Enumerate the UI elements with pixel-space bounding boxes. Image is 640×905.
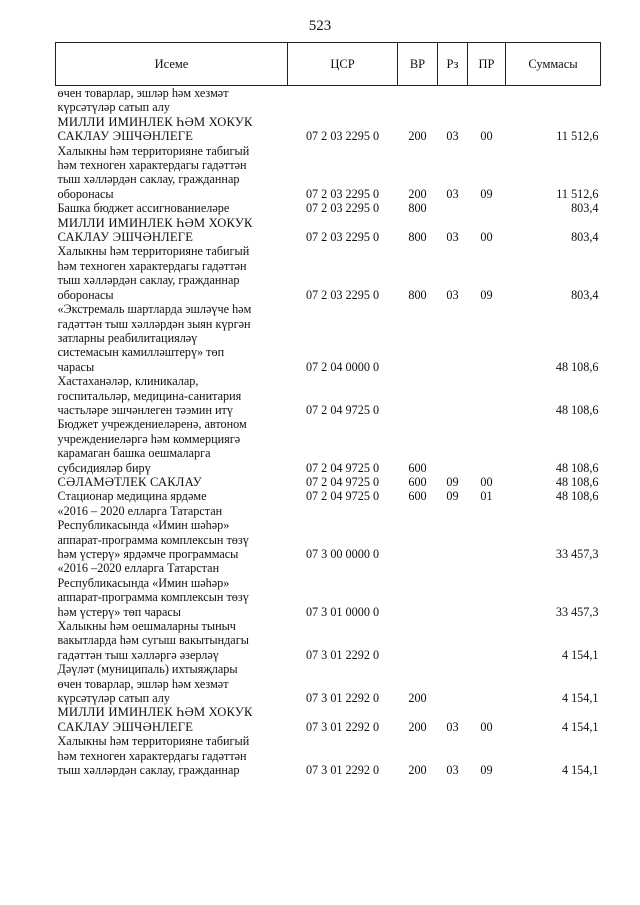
row-name (56, 216, 288, 245)
row-sum: 4 154,1 (561, 719, 599, 734)
table-row (56, 374, 601, 417)
row-name-line: чарасы (57, 359, 95, 374)
row-pr: 09 (480, 287, 493, 302)
row-name-line: СӘЛАМӘТЛЕК САКЛАУ (57, 474, 202, 489)
row-name-line: тыш хәлләрдән саклау, гражданнар (57, 763, 240, 778)
row-name-line: өчен товарлар, эшләр һәм хезмәт (57, 86, 229, 100)
row-pr (468, 86, 506, 115)
header-pr: ПР (468, 43, 506, 86)
row-name (56, 144, 288, 202)
row-name (56, 417, 288, 475)
header-rz: Рз (438, 43, 468, 86)
row-name-line: тыш хәлләрдән саклау, гражданнар (57, 273, 240, 288)
row-name-line: Бюджет учреждениеләренә, автоном (57, 417, 247, 432)
row-name-line: өчен товарлар, эшләр һәм хезмәт (57, 676, 229, 691)
row-csr: 07 2 04 9725 0 (305, 489, 380, 504)
row-csr: 07 3 01 2292 0 (305, 763, 380, 778)
row-rz: 03 (446, 763, 459, 778)
budget-table (55, 42, 601, 778)
row-sum: 33 457,3 (555, 604, 599, 619)
table-row (56, 561, 601, 619)
row-vr (398, 86, 438, 115)
row-rz: 03 (446, 129, 459, 144)
table-row (56, 475, 601, 489)
table-row (56, 417, 601, 475)
row-pr (468, 561, 506, 619)
row-name-line: учреждениеләргә һәм коммерциягә (57, 431, 241, 446)
row-rz: 03 (446, 287, 459, 302)
row-pr (468, 302, 506, 374)
row-rz (438, 504, 468, 562)
row-vr (398, 504, 438, 562)
row-pr: 00 (480, 230, 493, 245)
row-vr (398, 302, 438, 374)
row-csr: 07 2 03 2295 0 (305, 287, 380, 302)
row-name (56, 662, 288, 705)
row-name-line: тыш хәлләрдән саклау, гражданнар (57, 172, 240, 187)
table-row (56, 115, 601, 144)
row-vr: 200 (408, 186, 427, 201)
row-csr: 07 3 00 0000 0 (305, 547, 380, 561)
row-name (56, 201, 288, 215)
row-vr: 200 (408, 129, 427, 144)
row-vr: 800 (408, 287, 427, 302)
row-csr: 07 2 04 9725 0 (305, 460, 380, 475)
row-name-line: һәм техноген характердагы гадәттән (57, 158, 247, 173)
row-pr: 01 (480, 489, 493, 504)
table-row (56, 619, 601, 662)
row-vr (398, 619, 438, 662)
row-name-line: «2016 – 2020 елларга Татарстан (57, 503, 223, 518)
row-rz (438, 374, 468, 417)
row-name-line: Республикасында «Имин шәһәр» (57, 575, 230, 590)
row-name-line: аппарат-программа комплексын төзү (57, 590, 249, 605)
table-row (56, 302, 601, 374)
row-name (56, 115, 288, 144)
row-sum: 48 108,6 (555, 402, 599, 417)
row-rz (438, 86, 468, 115)
row-rz (438, 302, 468, 374)
row-pr (468, 504, 506, 562)
row-rz (438, 561, 468, 619)
row-sum: 48 108,6 (555, 460, 599, 475)
page-number: 523 (308, 18, 332, 34)
row-vr: 800 (408, 230, 427, 245)
row-name-line: частьләре эшчәнлеген тәэмин итү (57, 402, 233, 417)
table-row (56, 216, 601, 245)
row-sum: 803,4 (571, 230, 599, 245)
row-name (56, 489, 288, 503)
row-name-line: күрсәтүләр сатып алу (57, 691, 170, 706)
table-row (56, 705, 601, 734)
row-rz: 09 (446, 489, 459, 504)
row-name (56, 374, 288, 417)
row-sum: 48 108,6 (555, 359, 599, 374)
row-pr (468, 662, 506, 705)
table-row (56, 734, 601, 777)
table-row (56, 662, 601, 705)
row-csr: 07 2 03 2295 0 (305, 186, 380, 201)
row-name-line: оборонасы (57, 186, 114, 201)
row-name-line: «Экстремаль шартларда эшләүче һәм (57, 302, 252, 317)
row-name-line: һәм техноген характердагы гадәттән (57, 258, 247, 273)
row-sum: 4 154,1 (561, 647, 599, 662)
row-name-line: һәм техноген характердагы гадәттән (57, 748, 247, 763)
row-name (56, 302, 288, 374)
row-pr (468, 201, 506, 215)
row-csr: 07 3 01 2292 0 (305, 647, 380, 662)
row-sum: 48 108,6 (555, 474, 599, 489)
row-vr: 600 (408, 474, 427, 489)
row-name-line: госпитальләр, медицина-санитария (57, 388, 242, 403)
row-rz: 03 (446, 186, 459, 201)
row-pr (468, 619, 506, 662)
row-name-line: субсидияләр бирү (57, 460, 151, 475)
table-body (56, 86, 601, 778)
table-header (56, 43, 601, 86)
row-name-line: «2016 –2020 елларга Татарстан (57, 561, 220, 576)
row-pr: 09 (480, 186, 493, 201)
row-vr: 600 (408, 489, 427, 504)
row-name-line: Башка бюджет ассигнованиеләре (57, 201, 230, 216)
row-csr: 07 3 01 0000 0 (305, 604, 380, 619)
row-name-line: һәм үстерү» төп чарасы (57, 604, 181, 619)
row-vr: 600 (408, 460, 427, 475)
row-pr: 09 (480, 763, 493, 778)
row-sum: 4 154,1 (561, 763, 599, 778)
table-row (56, 244, 601, 302)
row-pr: 00 (480, 719, 493, 734)
row-name (56, 734, 288, 777)
row-sum (506, 86, 601, 115)
row-name (56, 86, 288, 115)
row-name-line: САКЛАУ ЭШЧӘНЛЕГЕ (57, 230, 194, 245)
table-row (56, 86, 601, 115)
row-rz (438, 201, 468, 215)
row-csr: 07 2 04 9725 0 (305, 402, 380, 417)
row-csr: 07 3 01 2292 0 (305, 719, 380, 734)
row-name-line: Халыкны һәм оешмаларны тыныч (57, 619, 236, 634)
row-csr (288, 86, 398, 115)
row-name (56, 504, 288, 562)
row-pr (468, 374, 506, 417)
row-name-line: Республикасында «Имин шәһәр» (57, 518, 230, 533)
row-vr: 200 (408, 691, 427, 706)
row-name-line: МИЛЛИ ИМИНЛЕК ҺӘМ ХОКУК (57, 705, 253, 720)
row-name-line: САКЛАУ ЭШЧӘНЛЕГЕ (57, 719, 194, 734)
header-csr: ЦСР (288, 43, 398, 86)
row-name-line: МИЛЛИ ИМИНЛЕК ҺӘМ ХОКУК (57, 114, 253, 129)
row-sum: 803,4 (571, 201, 599, 216)
row-name-line: затларны реабилитацияләү (57, 330, 198, 345)
row-csr: 07 2 04 0000 0 (305, 359, 380, 374)
row-name-line: һәм үстерү» ярдәмче программасы (57, 547, 239, 561)
row-name-line: оборонасы (57, 287, 114, 302)
row-name-line: Хастаханәләр, клиникалар, (57, 374, 199, 389)
row-csr: 07 3 01 2292 0 (305, 691, 380, 706)
row-name-line: Стационар медицина ярдәме (57, 489, 207, 504)
row-name-line: аппарат-программа комплексын төзү (57, 532, 249, 547)
row-rz: 03 (446, 719, 459, 734)
row-vr: 800 (408, 201, 427, 216)
header-vr: ВР (398, 43, 438, 86)
row-csr: 07 2 03 2295 0 (305, 201, 380, 216)
row-name (56, 619, 288, 662)
row-csr: 07 2 04 9725 0 (305, 474, 380, 489)
row-name-line: Халыкны һәм территорияне табигый (57, 734, 250, 749)
table-row (56, 504, 601, 562)
row-sum: 803,4 (571, 287, 599, 302)
row-name (56, 561, 288, 619)
row-name-line: Халыкны һәм территорияне табигый (57, 143, 250, 158)
row-rz (438, 619, 468, 662)
row-rz (438, 662, 468, 705)
row-pr (468, 417, 506, 475)
row-rz: 09 (446, 474, 459, 489)
row-name (56, 475, 288, 489)
row-name (56, 244, 288, 302)
row-name-line: күрсәтүләр сатып алу (57, 100, 170, 115)
row-name-line: вакытларда һәм сугыш вакытындагы (57, 633, 249, 648)
row-sum: 4 154,1 (561, 691, 599, 706)
row-rz: 03 (446, 230, 459, 245)
row-vr (398, 561, 438, 619)
row-pr: 00 (480, 474, 493, 489)
row-pr: 00 (480, 129, 493, 144)
row-vr: 200 (408, 763, 427, 778)
row-sum: 48 108,6 (555, 489, 599, 504)
row-name (56, 705, 288, 734)
row-vr: 200 (408, 719, 427, 734)
header-name: Исеме (56, 43, 288, 86)
row-rz (438, 417, 468, 475)
row-name-line: Дәүләт (муниципаль) ихтыяҗлары (57, 662, 238, 677)
table-row (56, 201, 601, 215)
row-sum: 33 457,3 (555, 547, 599, 561)
table-row (56, 144, 601, 202)
header-sum: Суммасы (506, 43, 601, 86)
row-name-line: карамаган башка оешмаларга (57, 446, 211, 461)
row-name-line: САКЛАУ ЭШЧӘНЛЕГЕ (57, 129, 194, 144)
row-csr: 07 2 03 2295 0 (305, 129, 380, 144)
row-sum: 11 512,6 (556, 129, 599, 144)
row-name-line: гадәттән тыш хәлләрдән зыян күргән (57, 316, 251, 331)
row-sum: 11 512,6 (556, 186, 599, 201)
row-name-line: гадәттән тыш хәлләргә әзерләү (57, 647, 219, 662)
row-vr (398, 374, 438, 417)
row-name-line: системасын камилләштерү» төп (57, 345, 225, 360)
table-row (56, 489, 601, 503)
row-csr: 07 2 03 2295 0 (305, 230, 380, 245)
row-name-line: Халыкны һәм территорияне табигый (57, 244, 250, 259)
row-name-line: МИЛЛИ ИМИНЛЕК ҺӘМ ХОКУК (57, 215, 253, 230)
